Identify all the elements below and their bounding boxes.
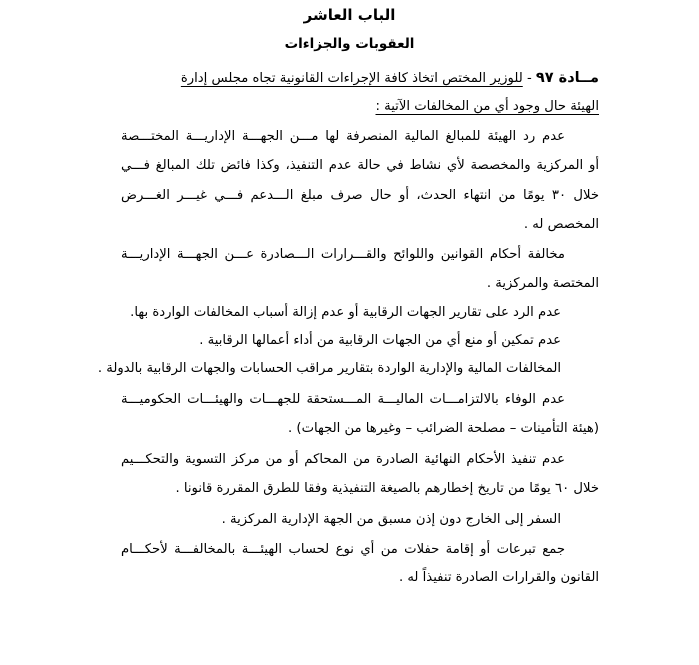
section-title: العقوبات والجزاءات [284,36,415,52]
item-7-line-1: عدم تنفيذ الأحكام النهائية الصادرة من المحاكم أو من مركز التسوية والتحكـــيم [121,452,565,467]
item-1-line-3: خلال ٣٠ يومًا من انتهاء الحدث، أو حال صرف مبلغ الـــدعم فـــي غيـــر الغـــرض [121,188,599,203]
item-2-line-1: مخالفة أحكام القوانين واللوائح والقـــرارات الـــصادرة عـــن الجهـــة الإداريـــة [121,247,565,262]
item-7-line-2: خلال ٦٠ يومًا من تاريخ إخطارهم بالصيغة التنفيذية وفقا للطرق المقررة قانونا . [175,481,599,496]
item-6-line-2: (هيئة التأمينات – مصلحة الضرائب – وغيرها من الجهات) . [288,421,599,436]
item-8-line-1: السفر إلى الخارج دون إذن مسبق من الجهة الإدارية المركزية . [221,512,561,527]
article-number: مــادة ٩٧ [535,70,599,86]
item-6-line-1: عدم الوفاء بالالتزامـــات الماليـــة المـــستحقة للجهـــات والهيئـــات الحكوميـــة [121,392,565,407]
item-1-line-4: المخصص له . [523,217,599,232]
item-1-line-1: عدم رد الهيئة للمبالغ المالية المنصرفة لها مـــن الجهـــة الإداريـــة المختـــصة [121,129,565,144]
item-3-line-1: عدم الرد على تقارير الجهات الرقابية أو عدم إزالة أسباب المخالفات الواردة بها. [130,305,561,320]
item-1-line-2: أو المركزية والمخصصة لأي نشاط في حالة عدم التنفيذ، وكذا فائض تلك المبالغ فـــي [121,158,599,173]
article-heading-line [181,68,599,88]
article-intro-line-1: للوزير المختص اتخاذ كافة الإجراءات القانونية تجاه مجلس إدارة [180,71,523,86]
item-4-line-1: عدم تمكين أو منع أي من الجهات الرقابية من أداء أعمالها الرقابية . [199,333,561,348]
chapter-title: الباب العاشر [303,6,396,24]
item-9-line-1: جمع تبرعات أو إقامة حفلات من أي نوع لحساب الهيئـــة بالمخالفـــة لأحكـــام [121,542,565,557]
item-2-line-2: المختصة والمركزية . [486,276,599,291]
item-5-line-1: المخالفات المالية والإدارية الواردة بتقارير مراقب الحسابات والجهات الرقابية بالدولة . [97,361,561,376]
article-intro-line-2: الهيئة حال وجود أي من المخالفات الآتية : [375,99,599,114]
article-intro-line-2-wrap [376,97,600,117]
article-dash: - [522,71,536,86]
item-9-line-2: القانون والقرارات الصادرة تنفيذاً له . [398,570,599,585]
